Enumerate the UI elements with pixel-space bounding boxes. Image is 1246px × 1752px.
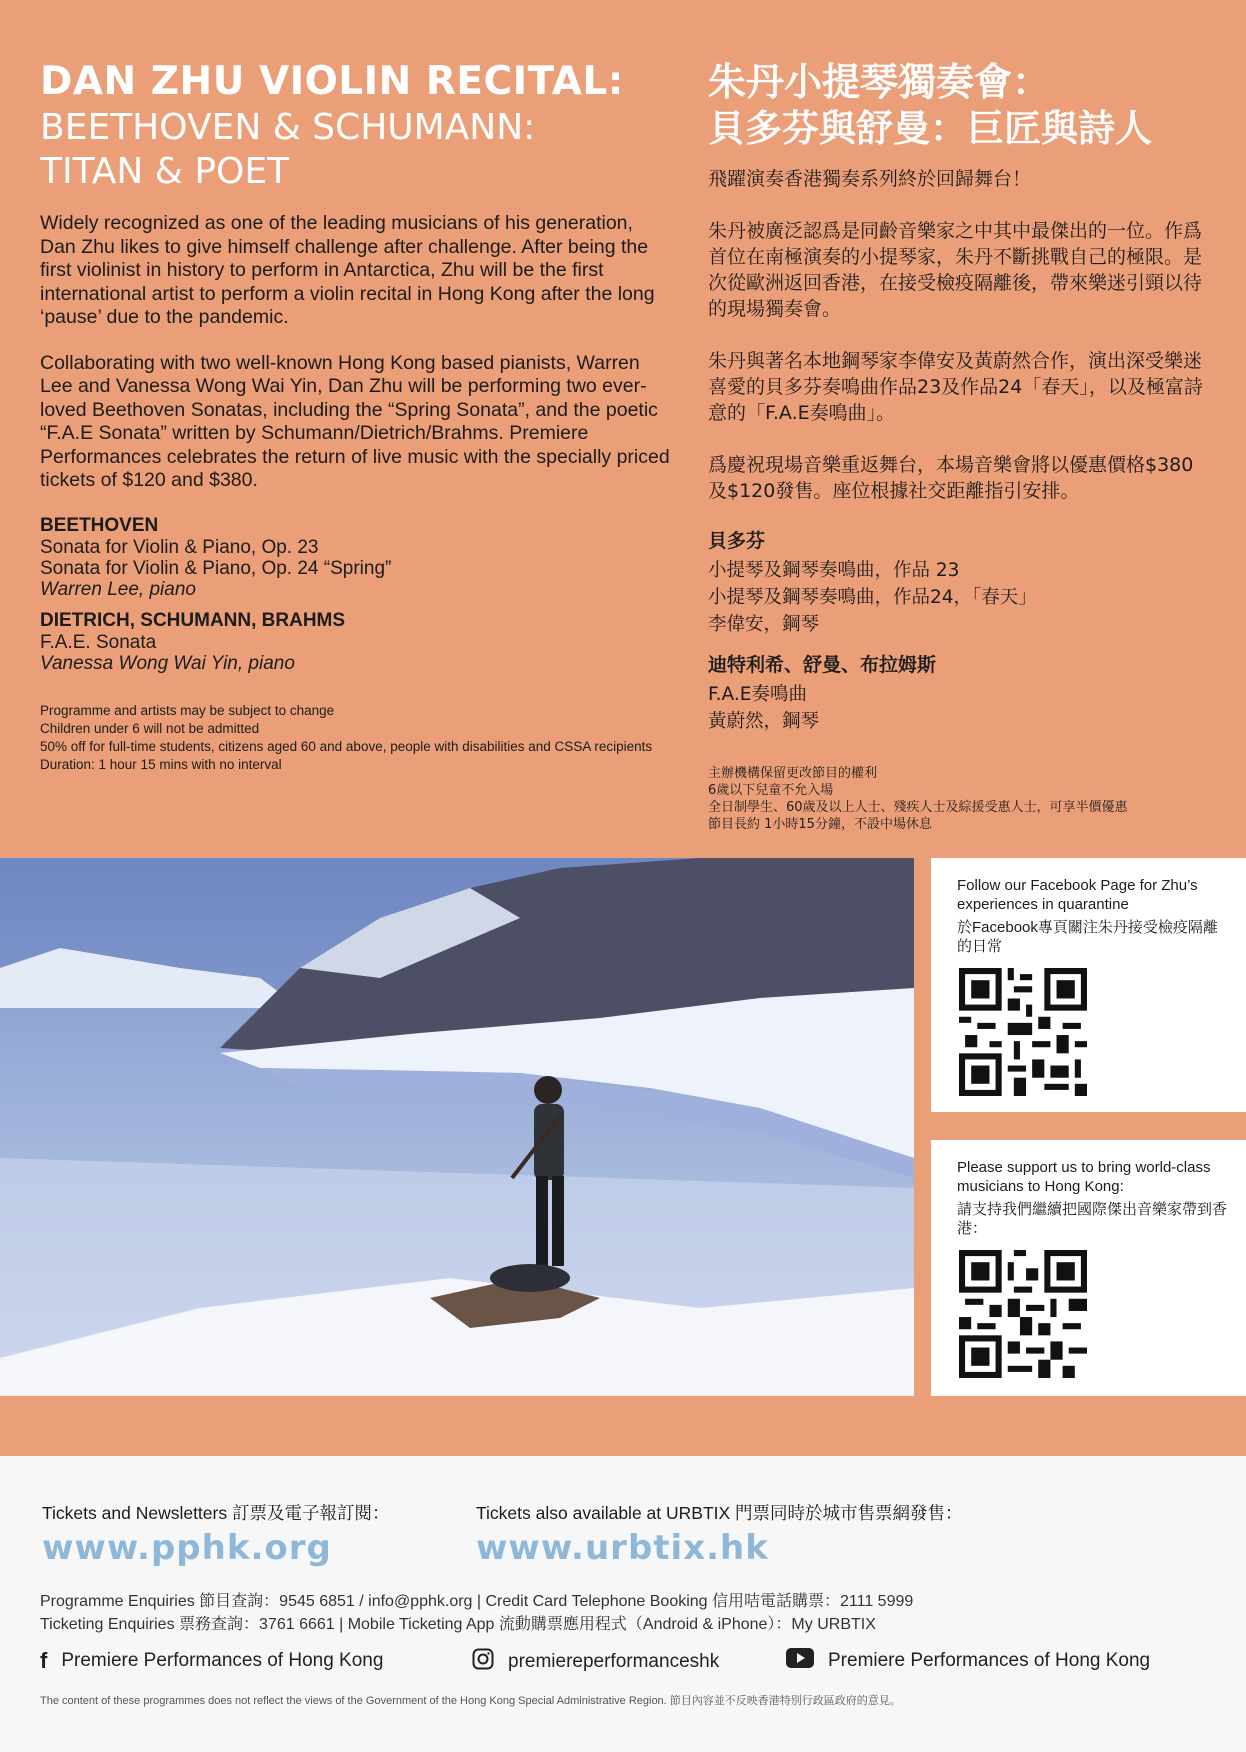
instagram-link[interactable] xyxy=(472,1648,719,1676)
programme-enquiries: Programme Enquiries 節目查詢：9545 6851 / info@pphk.org | Credit Card Telephone Booking 信用咭電話購票：2111 5999 xyxy=(40,1593,914,1610)
qr2-caption-zh: 請支持我們繼續把國際傑出音樂家帶到香港： xyxy=(957,1201,1228,1237)
composer-1-en: BEETHOVEN xyxy=(40,514,159,536)
composer-2-zh: 迪特利希、舒曼、布拉姆斯 xyxy=(708,654,937,676)
youtube-icon xyxy=(786,1648,814,1674)
subtitle-en-1: BEETHOVEN & SCHUMANN: xyxy=(40,107,536,148)
qr1-caption-zh: 於Facebook專頁關注朱丹接受檢疫隔離的日常 xyxy=(957,919,1218,955)
work-1a-zh: 小提琴及鋼琴奏鳴曲，作品 23 xyxy=(708,560,960,581)
orange-band xyxy=(0,1396,1246,1456)
support-qr-panel xyxy=(931,1140,1246,1396)
facebook-link[interactable] xyxy=(40,1648,383,1674)
performer-1-en: Warren Lee, piano xyxy=(40,578,196,600)
work-2-zh: F.A.E奏鳴曲 xyxy=(708,684,807,705)
subtitle-en-2: TITAN & POET xyxy=(40,151,290,192)
note-en: Duration: 1 hour 15 mins with no interval xyxy=(40,756,282,772)
top-section xyxy=(0,0,1246,858)
subtitle-zh: 貝多芬與舒曼：巨匠與詩人 xyxy=(708,107,1152,150)
youtube-link[interactable] xyxy=(786,1648,1150,1674)
ticketing-enquiries: Ticketing Enquiries 票務查詢：3761 6661 | Mobile Ticketing App 流動購票應用程式（Android & iPhone）：My URBTIX xyxy=(40,1616,876,1633)
performer-1-zh: 李偉安，鋼琴 xyxy=(708,614,820,635)
note-en: Children under 6 will not be admitted xyxy=(40,720,260,736)
qr-code-icon[interactable] xyxy=(959,1250,1087,1378)
instagram-label: premiereperformanceshk xyxy=(508,1651,720,1672)
facebook-label: Premiere Performances of Hong Kong xyxy=(61,1650,384,1671)
description-en-1: Widely recognized as one of the leading musicians of his generation, Dan Zhu likes to give himself challenge after challenge. After being the first violinist in history to perform in Antarctica, Zhu will be the first international artist to perform a violin recital in Hong Kong after the long ‘pause’ due to the pandemic. xyxy=(40,212,655,328)
work-1a-en: Sonata for Violin & Piano, Op. 23 xyxy=(40,536,319,558)
work-1b-en: Sonata for Violin & Piano, Op. 24 “Spring” xyxy=(40,557,392,579)
note-en: Programme and artists may be subject to change xyxy=(40,702,335,718)
composer-1-zh: 貝多芬 xyxy=(708,530,766,552)
title-en: DAN ZHU VIOLIN RECITAL: xyxy=(40,59,624,104)
instagram-icon xyxy=(472,1648,494,1676)
english-column xyxy=(40,58,670,774)
description-zh-2: 朱丹與著名本地鋼琴家李偉安及黃蔚然合作，演出深受樂迷喜愛的貝多芬奏鳴曲作品23及作品24「春天」，以及極富詩意的「F.A.E奏鳴曲」。 xyxy=(708,350,1203,424)
qr2-caption-en: Please support us to bring world-class musicians to Hong Kong: xyxy=(957,1159,1211,1195)
tagline-zh: 飛躍演奏香港獨奏系列終於回歸舞台！ xyxy=(708,168,1032,190)
performer-2-en: Vanessa Wong Wai Yin, piano xyxy=(40,652,295,674)
note-en: 50% off for full-time students, citizens aged 60 and above, people with disabilities and CSSA recipients xyxy=(40,738,653,754)
title-zh: 朱丹小提琴獨奏會： xyxy=(708,60,1051,104)
pphk-link[interactable]: www.pphk.org xyxy=(42,1528,332,1568)
urbtix-link[interactable]: www.urbtix.hk xyxy=(476,1528,769,1568)
note-zh: 6歲以下兒童不允入場 xyxy=(708,783,834,798)
youtube-label: Premiere Performances of Hong Kong xyxy=(828,1650,1151,1671)
qr-code-icon[interactable] xyxy=(959,968,1087,1096)
notes-en xyxy=(40,702,670,774)
facebook-qr-panel xyxy=(931,858,1246,1112)
performer-2-zh: 黃蔚然，鋼琴 xyxy=(708,711,820,732)
composer-2-en: DIETRICH, SCHUMANN, BRAHMS xyxy=(40,609,346,631)
description-zh-3: 爲慶祝現場音樂重返舞台，本場音樂會將以優惠價格$380及$120發售。座位根據社交距離指引安排。 xyxy=(708,454,1194,502)
qr1-caption-en: Follow our Facebook Page for Zhu’s experiences in quarantine xyxy=(957,877,1198,913)
facebook-icon: f xyxy=(40,1648,48,1673)
work-1b-zh: 小提琴及鋼琴奏鳴曲，作品24，「春天」 xyxy=(708,587,1037,608)
description-en-2: Collaborating with two well-known Hong Kong based pianists, Warren Lee and Vanessa Wong Wai Yin, Dan Zhu will be performing two ever-loved Beethoven Sonatas, including the “Spring Sonata”, and the poetic “F.A.E Sonata” written by Schumann/Dietrich/Brahms. Premiere Performances celebrates the return of live music with the specially priced tickets of $120 and $380. xyxy=(40,351,670,491)
note-zh: 全日制學生、60歲及以上人士、殘疾人士及綜援受惠人士，可享半價優惠 xyxy=(708,800,1128,815)
antarctica-photo xyxy=(0,858,914,1396)
tickets-label: Tickets and Newsletters 訂票及電子報訂閱： xyxy=(42,1503,390,1523)
notes-zh xyxy=(708,765,1208,833)
photo-illustration xyxy=(0,858,914,1396)
chinese-column xyxy=(708,58,1208,833)
note-zh: 節目長約 1小時15分鐘，不設中場休息 xyxy=(708,817,932,832)
note-zh: 主辦機構保留更改節目的權利 xyxy=(708,766,878,781)
description-zh-1: 朱丹被廣泛認爲是同齡音樂家之中其中最傑出的一位。作爲首位在南極演奏的小提琴家，朱丹不斷挑戰自己的極限。是次從歐洲返回香港，在接受檢疫隔離後，帶來樂迷引頸以待的現場獨奏會。 xyxy=(708,220,1203,320)
disclaimer: The content of these programmes does not reflect the views of the Government of the Hong Kong Special Administrative Region. 節目內容並不反映香港特別行政區政府的意見。 xyxy=(40,1695,901,1707)
urbtix-label: Tickets also available at URBTIX 門票同時於城市售票網發售： xyxy=(476,1503,963,1523)
work-2-en: F.A.E. Sonata xyxy=(40,631,157,653)
